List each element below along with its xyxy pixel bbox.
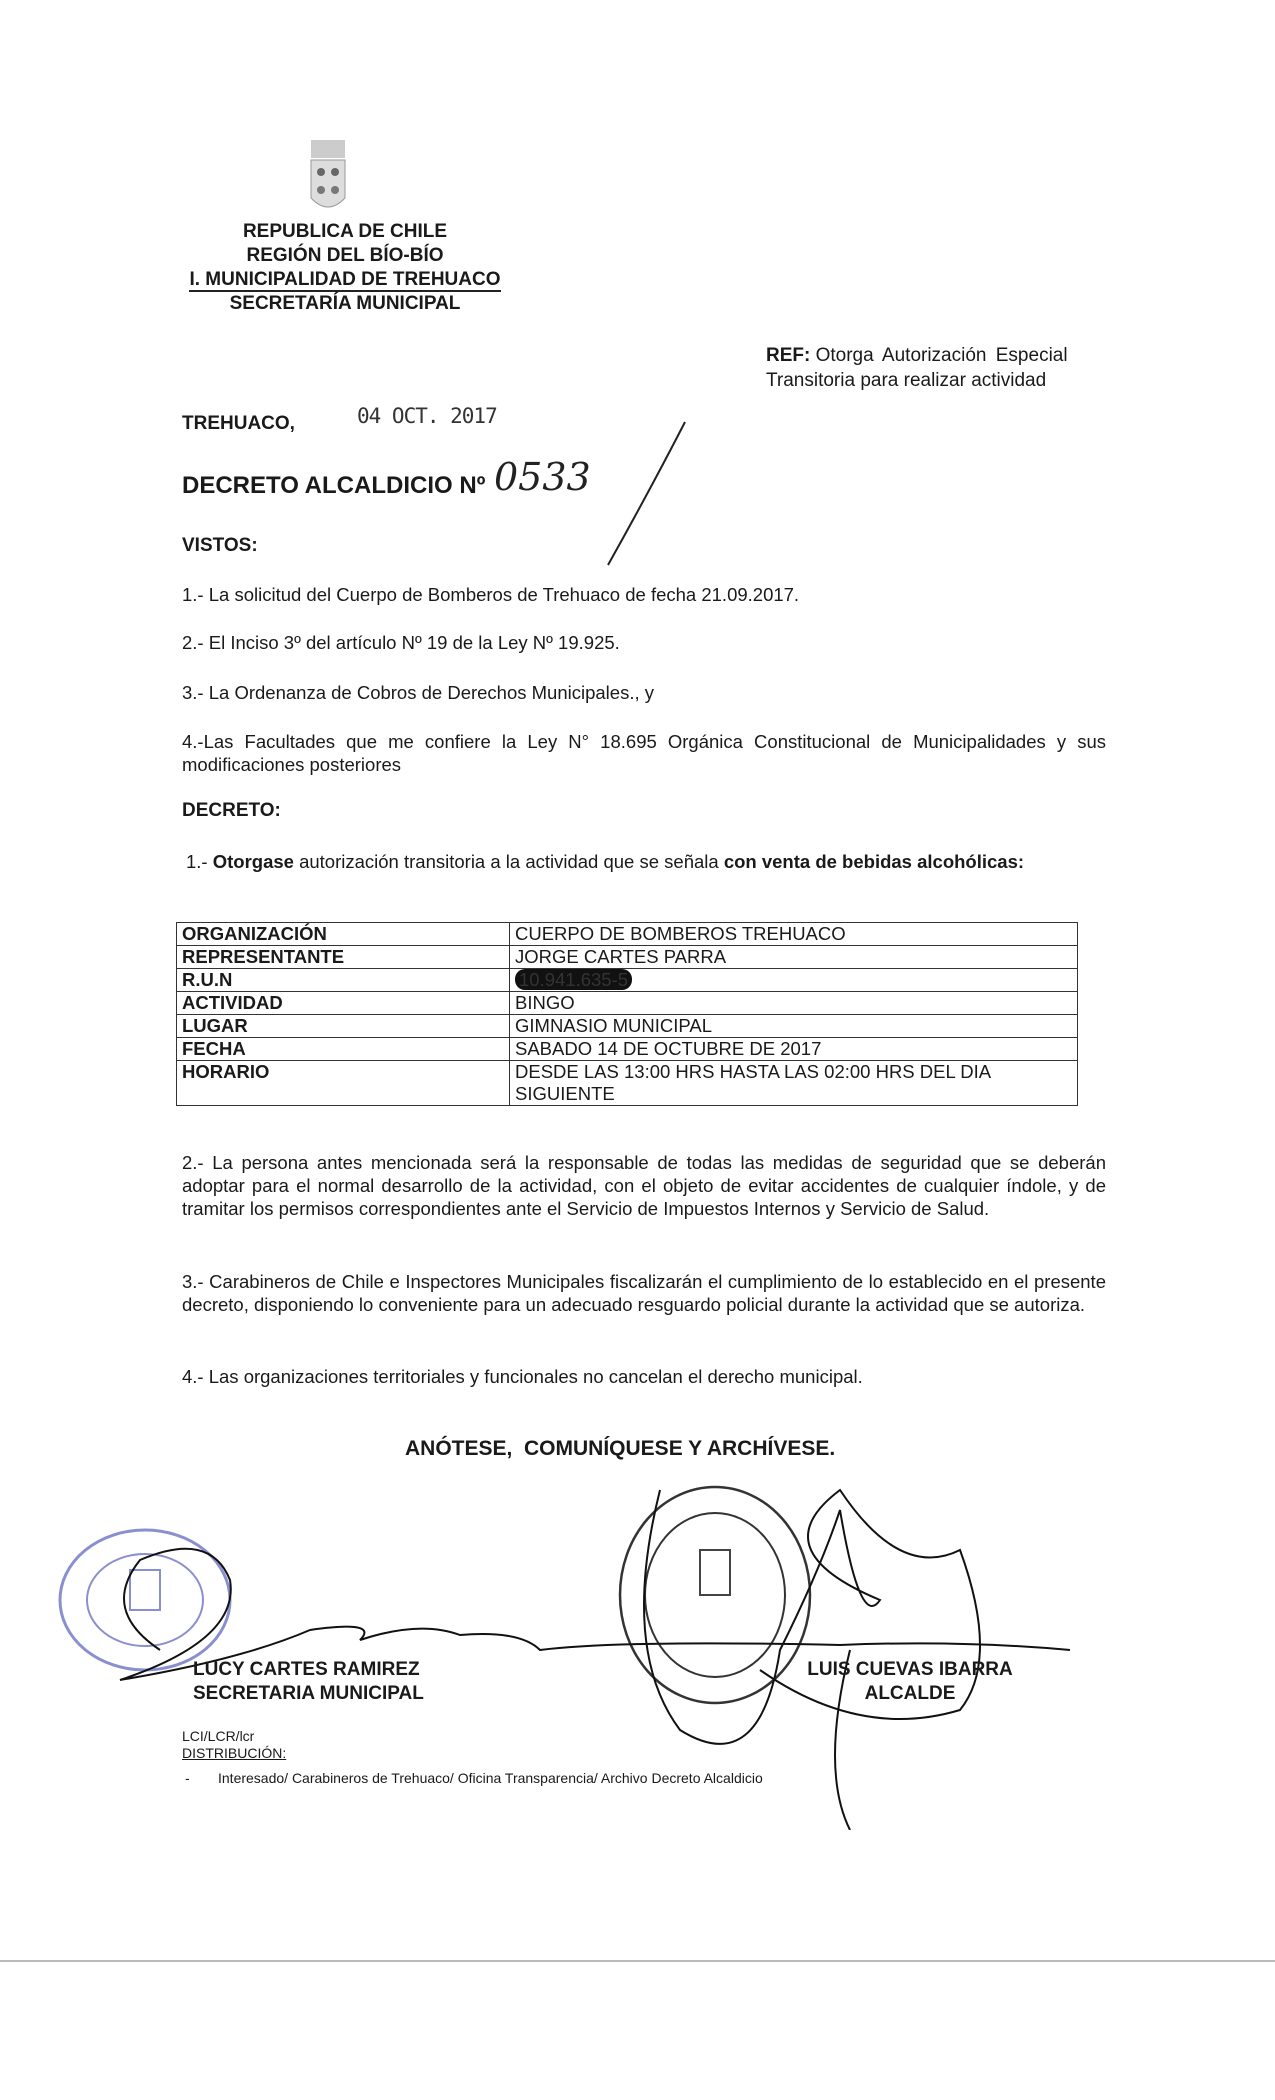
- decreto-title: DECRETO:: [182, 800, 281, 821]
- header-line-municipality: I. MUNICIPALIDAD DE TREHUACO: [189, 269, 501, 290]
- header-line-region: REGIÓN DEL BÍO-BÍO: [246, 245, 444, 266]
- row-value: DESDE LAS 13:00 HRS HASTA LAS 02:00 HRS DEL DIA SIGUIENTE: [510, 1061, 1078, 1106]
- distribution-bullet: -: [185, 1770, 190, 1786]
- decree-number-handwritten: 0533: [494, 455, 591, 499]
- vistos-item: 1.- La solicitud del Cuerpo de Bomberos de Trehuaco de fecha 21.09.2017.: [182, 584, 800, 605]
- coat-of-arms-icon: [305, 138, 351, 218]
- row-value: BINGO: [510, 992, 1078, 1015]
- reference-block: [766, 343, 1111, 393]
- row-key: ORGANIZACIÓN: [177, 923, 510, 946]
- decree-item-1: [186, 850, 1106, 873]
- date-stamp: 04 OCT. 2017: [357, 404, 497, 428]
- place: TREHUACO,: [182, 413, 295, 434]
- header-line-republic: REPUBLICA DE CHILE: [242, 221, 448, 242]
- vistos-item: 4.-Las Facultades que me confiere la Ley N° 18.695 Orgánica Constitucional de Municipalidades y sus modificaciones posteriores: [182, 731, 1106, 775]
- decree-title: DECRETO ALCALDICIO Nº: [182, 472, 486, 499]
- secretary-name: LUCY CARTES RAMIREZ: [193, 1659, 420, 1680]
- row-key: ACTIVIDAD: [177, 992, 510, 1015]
- row-key: HORARIO: [177, 1061, 510, 1106]
- table-row: [177, 1061, 1078, 1106]
- mayor-signature-block: [790, 1658, 1030, 1706]
- decree-item-4: 4.- Las organizaciones territoriales y funcionales no cancelan el derecho municipal.: [182, 1366, 863, 1387]
- vistos-item: 2.- El Inciso 3º del artículo Nº 19 de la Ley Nº 19.925.: [182, 632, 620, 653]
- table-row: [177, 1038, 1078, 1061]
- header-line-secretary: SECRETARÍA MUNICIPAL: [229, 293, 461, 314]
- table-row: [177, 969, 1078, 992]
- table-row: [177, 946, 1078, 969]
- item-text: autorización transitoria a la actividad que se señala: [293, 851, 724, 872]
- item-bold: Otorgase: [212, 851, 294, 872]
- table-row: [177, 923, 1078, 946]
- row-value: JORGE CARTES PARRA: [510, 946, 1078, 969]
- closing-formula: ANÓTESE, COMUNÍQUESE Y ARCHÍVESE.: [405, 1437, 836, 1460]
- row-key: R.U.N: [177, 969, 510, 992]
- vistos-title: VISTOS:: [182, 535, 258, 556]
- table-row: [177, 992, 1078, 1015]
- item-bold: con venta de bebidas alcohólicas:: [723, 851, 1025, 872]
- ref-label: REF:: [766, 345, 811, 366]
- table-row: [177, 1015, 1078, 1038]
- ref-text-2: Transitoria para realizar actividad: [766, 370, 1047, 391]
- distribution-list: Interesado/ Carabineros de Trehuaco/ Oficina Transparencia/ Archivo Decreto Alcaldicio: [218, 1770, 763, 1786]
- row-key: FECHA: [177, 1038, 510, 1061]
- redacted-run: 10.941.635-5: [515, 969, 632, 990]
- row-value: CUERPO DE BOMBEROS TREHUACO: [510, 923, 1078, 946]
- vistos-item: 3.- La Ordenanza de Cobros de Derechos Municipales., y: [182, 682, 655, 703]
- row-value: SABADO 14 DE OCTUBRE DE 2017: [510, 1038, 1078, 1061]
- distribution-title: DISTRIBUCIÓN:: [182, 1745, 287, 1761]
- decree-item-3: 3.- Carabineros de Chile e Inspectores Municipales fiscalizarán el cumplimiento de lo establecido en el presente decreto, disponiendo lo conveniente para un adecuado resguardo policial durante la actividad que se autoriza.: [182, 1271, 1106, 1315]
- secretary-role: SECRETARIA MUNICIPAL: [193, 1683, 424, 1704]
- decree-item-2: 2.- La persona antes mencionada será la responsable de todas las medidas de seguridad que se deberán adoptar para el normal desarrollo de la actividad, con el objeto de evitar accidentes de cualquier índole, y de tramitar los permisos correspondientes ante el Servicio de Impuestos Internos y Servicio de Salud.: [182, 1152, 1106, 1219]
- handwritten-slash: [600, 420, 690, 570]
- activity-table: [176, 922, 1078, 1106]
- row-value: GIMNASIO MUNICIPAL: [510, 1015, 1078, 1038]
- row-key: LUGAR: [177, 1015, 510, 1038]
- mayor-role: ALCALDE: [864, 1683, 956, 1704]
- row-key: REPRESENTANTE: [177, 946, 510, 969]
- secretary-signature-block: [193, 1658, 424, 1706]
- initials: LCI/LCR/lcr: [182, 1728, 255, 1744]
- mayor-name: LUIS CUEVAS IBARRA: [807, 1659, 1013, 1680]
- ref-text-1: Otorga Autorización Especial: [815, 345, 1068, 366]
- item-number: 1.-: [186, 851, 213, 872]
